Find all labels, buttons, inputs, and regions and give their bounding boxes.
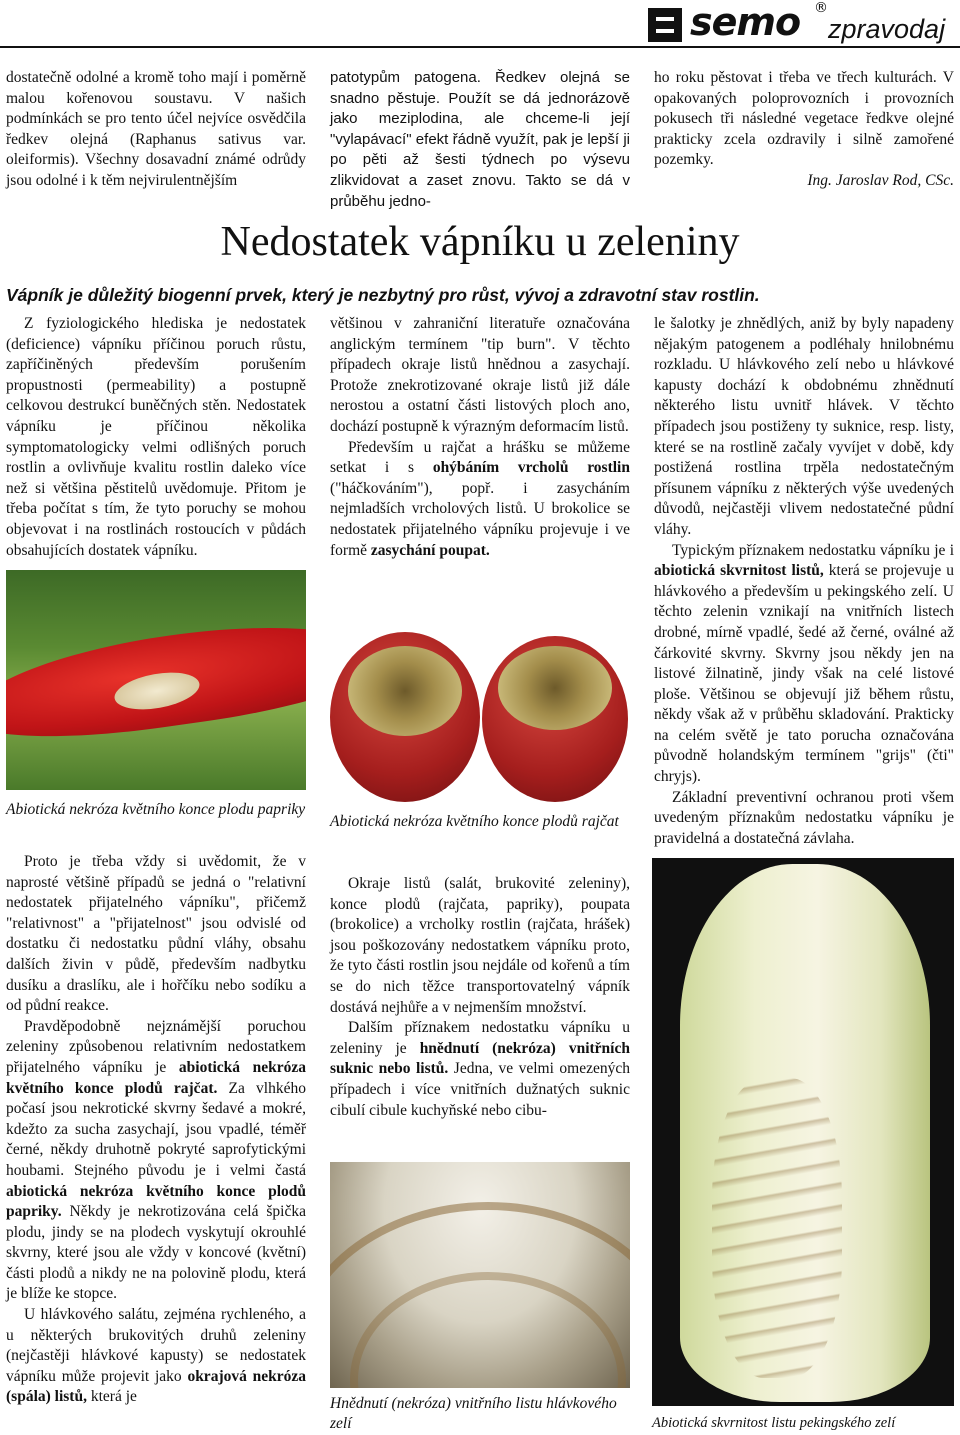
col2-p4-bold-b: hnědnutí (nekróza) vnitřních suknic nebo listů. xyxy=(330,1039,630,1078)
figure-caption-chinese-cabbage: Abiotická skvrnitost listu pekingského zelí xyxy=(652,1415,896,1431)
prev-article-col2 xyxy=(330,68,630,212)
prev-article-col1-text: dostatečně odolné a kromě toho mají i poměrně malou kořenovou soustavu. V našich podmínkách se pro tento účel nejvíce osvědčila ředkev olejná (Raphanus sativus var. oleiformis). Všechny dosavadní známé odrůdy jsou odolné i k těm nejvirulentnějším xyxy=(6,69,306,189)
tomatoes-photo xyxy=(330,596,630,808)
pepper-photo xyxy=(6,570,306,790)
leaf-spots xyxy=(712,1078,842,1378)
col1-paragraph-1: Z fyziologického hlediska je nedostatek (deficience) vápníku příčinou poruch růstu, zapříčiněných především porušením propustnosti (permeability) a postupně celkovou destrukcí buněčných stěn. Nedostatek vápníku je příčinou několika symptomatologicky velmi odlišných poruch rostlin a ovlivňuje kvalitu rostlin daleko více než si většina pěstitelů uvědomuje. Přitom je třeba počítat s tím, že tyto poruchy se mohou objevovat i na rostlinách rostoucích v půdách obsahujících dostatek vápníku. xyxy=(6,315,306,559)
figure-caption-tomatoes: Abiotická nekróza květního konce plodů rajčat xyxy=(330,813,619,830)
chinese-cabbage-photo xyxy=(652,858,954,1406)
col1-p4-text-a: U hlávkového salátu, zejména rychleného, a u některých brukovitých druhů zeleniny (nejčastěji hlávkové kapusty) se nedostatek vápníku může projevit jako xyxy=(6,1306,306,1385)
article-col2-bottom xyxy=(330,874,630,1121)
col3-p2-bold-b: abiotická skvrnitost listů, xyxy=(654,562,824,580)
col2-paragraph-3: Okraje listů (salát, brukovité zeleniny), konce plodů (rajčata, papriky), poupata (brokolice) a vrcholky rostlin (rajčata, hrášek) jsou poškozovány nedostatkem vápníku proto, že tyto části rostlin jsou nejdále od kořenů a tím se do nich těžce transportovatelný vápník dostává nejhůře a v nejmenším množství. xyxy=(330,875,630,1016)
col1-p3-text-a: Pravděpodobně nejznámější poruchou zeleniny způsobenou relativním nedostatkem přijatelného vápníku je xyxy=(6,1017,306,1076)
article-col3 xyxy=(654,314,954,849)
registered-mark: ® xyxy=(814,0,828,16)
col2-p2-text-c: ("háčkováním"), popř. i zasycháním nejmladších vrcholových listů. U brokolice se nedostatek přijatelného vápníku projevuje i ve formě xyxy=(330,479,630,559)
brand-name: semo xyxy=(690,0,801,44)
col3-p2-text-c: která se projevuje u hlávkového a především u pekingského zelí. U těchto zelenin vznikají na vnitřních listech drobné, mírně vpadlé, šedé až černé, oválné až čárkovité skvrny. Skvrny jsou někdy jen na listové žilnatině, jindy však na celé listové ploše. Většinou se objevují již během růstu, někdy však až v průběhu skladování. Prakticky na celém světě je tato porucha označována původně holandským termínem "grijs" (čti" chryjs). xyxy=(654,562,954,786)
col1-p3-text-e: Někdy je nekrotizována celá špička plodu, jindy se na plodech vyskytují okrouhlé skvrny, které jsou ale vždy v koncové (květní) části plodů a nikdy ne na polovině plodu, která je blíže ke stopce. xyxy=(6,1203,306,1303)
col3-p2-text-a: Typickým příznakem nedostatku vápníku je i xyxy=(672,541,954,559)
prev-article-col3-text: ho roku pěstovat i třeba ve třech kulturách. V opakovaných poloprovozních i provozních pokusech tři následné vegetace ředkve olejné prakticky zcela ozdravily i silně zamořené pozemky. xyxy=(654,69,954,169)
col1-p3-bold-d: abiotická nekróza květního konce plodů papriky. xyxy=(6,1182,306,1221)
tomato-left-necrosis xyxy=(348,646,462,736)
prev-article-col2-text: patotypům patogena. Ředkev olejná se snadno pěstuje. Použít se dá jednorázově jako meziplodina, ale chceme-li její "vylapávací" efekt řádně využít, pak je lepší ji po pěti až šesti týdnech po výsevu zlikvidovat a zaset znovu. Takto se dá v průběhu jedno- xyxy=(330,69,630,210)
publication-name: zpravodaj xyxy=(828,14,946,44)
col1-p3-bold-b: abiotická nekróza květního konce plodů rajčat. xyxy=(6,1058,306,1097)
figure-caption-pepper: Abiotická nekróza květního konce plodu papriky xyxy=(6,801,306,818)
tomato-left xyxy=(330,632,480,802)
cabbage-cross-section-photo xyxy=(330,1162,630,1388)
col1-paragraph-3 xyxy=(6,1017,306,1305)
tomato-right-necrosis xyxy=(498,646,612,730)
col1-p4-text-c: která je xyxy=(86,1388,137,1406)
col1-paragraph-2: Proto je třeba vždy si uvědomit, že v naprosté většině případů se jedná o "relativní nedostatek přijatelného vápníku", přičemž "relativnost" a "přijatelnost" jsou odvislé od dostatku či nedostatku půdní vláhy, obsahu dalších živin v půdě, především nadbytku dusíku a draslíku, ale i hořčíku nebo sodíku a od půdní reakce. xyxy=(6,853,306,1015)
col3-paragraph-1: le šalotky je zhnědlých, aniž by byly napadeny nějakým patogenem a podléhaly hnilobnému rozkladu. U hlávkového zelí nebo u hlávkové kapusty dochází k obdobnému zhnědnutí některého listu uvnitř hlávek. V těchto případech jsou postiženy ty suknice, resp. listy, které se na rostlině začaly vyvíjet v době, kdy postižená rostlina trpěla nedostatečným přísunem vápníku z některých výše uvedených důvodů, nejčastěji vlivem nedostatečné půdní vláhy. xyxy=(654,315,954,538)
col2-p2-bold-d: zasychání poupat. xyxy=(370,541,490,559)
col1-p4-bold-b: okrajová nekróza (spála) listů, xyxy=(6,1367,306,1406)
prev-article-col1 xyxy=(6,68,306,192)
col2-p4-text-c: Jedna, ve velmi omezených případech i více vnitřních dužnatých suknic cibulí cibule kuchyňské nebo cibu- xyxy=(330,1060,630,1119)
page-header xyxy=(0,0,960,46)
header-rule xyxy=(0,46,960,48)
col3-paragraph-3: Základní preventivní ochranou proti všem uvedeným příznakům nedostatku vápníku je pravidelná a dostatečná závlaha. xyxy=(654,788,954,847)
col2-p2-text-a: Především u rajčat a hrášku se můžeme setkat i s xyxy=(330,438,630,477)
col2-p4-text-a: Dalším příznakem nedostatku vápníku u zeleniny je xyxy=(330,1019,630,1057)
col2-p2-bold-b: ohýbáním vrcholů rostlin xyxy=(432,459,630,477)
semo-logo-icon xyxy=(648,8,682,42)
figure-caption-cabbage: Hnědnutí (nekróza) vnitřního listu hlávkového zelí xyxy=(330,1395,617,1432)
col3-paragraph-2 xyxy=(654,541,954,788)
col2-paragraph-1: většinou v zahraniční literatuře označována anglickým termínem "tip burn". V těchto případech okraje listů hnědnou a zasychají. Protože znekrotizované okraje listů již dále nerostou a ostatní části listových ploch ano, dochází postupně k výrazným deformacím listů. xyxy=(330,315,630,435)
article-lead: Vápník je důležitý biogenní prvek, který je nezbytný pro růst, vývoj a zdravotní stav rostlin. xyxy=(6,285,760,305)
article-col2-top xyxy=(330,314,630,561)
prev-article-author: Ing. Jaroslav Rod, CSc. xyxy=(807,171,954,189)
article-col1-top xyxy=(6,314,306,561)
prev-article-col3 xyxy=(654,68,954,192)
article-col1-bottom xyxy=(6,852,306,1408)
tomato-right xyxy=(482,636,628,802)
article-title: Nedostatek vápníku u zeleniny xyxy=(220,219,740,265)
col2-paragraph-4 xyxy=(330,1018,630,1121)
col1-p3-text-c: Za vlhkého počasí jsou nekrotické skvrny šedavé a mokré, kdežto za sucha zasychají, jsou vpadlé, téměř černé, někdy druhotně pokryté saprofytickými houbami. Stejného původu je i velmi častá xyxy=(6,1079,306,1179)
col1-paragraph-4 xyxy=(6,1305,306,1408)
col2-paragraph-2 xyxy=(330,438,630,562)
